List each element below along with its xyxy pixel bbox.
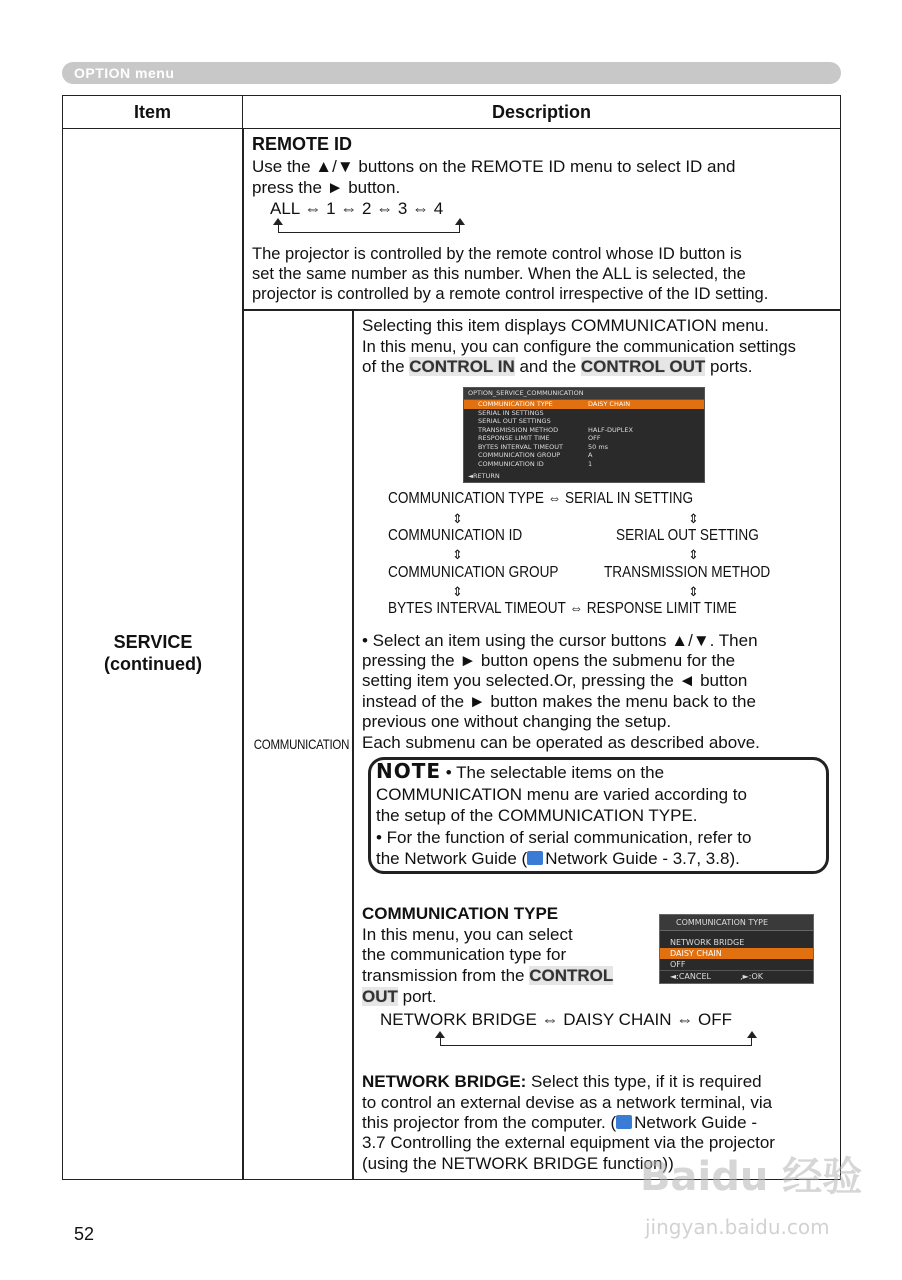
osd-row-value: DAISY CHAIN xyxy=(588,400,631,408)
diagram-row: BYTES INTERVAL TIMEOUT ⇔ RESPONSE LIMIT TIME xyxy=(388,600,737,617)
text: • The selectable items on the xyxy=(441,763,665,782)
osd-row-key: COMMUNICATION ID xyxy=(478,459,544,468)
updown-arrow-icon: ⇕ xyxy=(452,584,463,599)
osd-return: ◄RETURN xyxy=(468,472,500,480)
item-label-line2: (continued) xyxy=(104,654,202,674)
bridge-line: to control an external devise as a network terminal, via xyxy=(362,1093,773,1112)
osd-option-selected: DAISY CHAIN xyxy=(660,948,813,959)
comm-bullet: • Select an item using the cursor buttons ▲/▼. Then xyxy=(362,631,758,650)
bridge-line: (using the NETWORK BRIDGE function)) xyxy=(362,1154,674,1173)
updown-arrow-icon: ⇕ xyxy=(688,584,699,599)
divider xyxy=(243,309,840,311)
osd-row-value: OFF xyxy=(588,434,601,442)
note-line xyxy=(376,761,664,784)
comm-intro: Selecting this item displays COMMUNICATION menu. xyxy=(362,316,769,335)
item-label xyxy=(63,631,243,675)
remote-id-heading: REMOTE ID xyxy=(252,134,353,154)
osd-row xyxy=(464,434,704,443)
book-icon xyxy=(616,1115,632,1129)
text: Network Guide - xyxy=(634,1113,757,1132)
comm-type-line: the communication type for xyxy=(362,945,567,964)
text: Select this type, if it is required xyxy=(526,1072,762,1091)
text: ports. xyxy=(705,357,753,376)
arrow-up-icon xyxy=(435,1031,445,1038)
osd-cancel: ◄:CANCEL xyxy=(670,972,711,981)
osd-title: OPTION_SERVICE_COMMUNICATION xyxy=(464,388,704,400)
remote-id-cycle: ALL ⇔ 1 ⇔ 2 ⇔ 3 ⇔ 4 xyxy=(270,199,444,218)
osd-option: OFF xyxy=(670,960,686,969)
osd-row-key: BYTES INTERVAL TIMEOUT xyxy=(478,442,563,451)
comm-bullet: previous one without changing the setup. xyxy=(362,712,672,731)
arrow-up-icon xyxy=(747,1031,757,1038)
osd-row xyxy=(464,426,704,435)
text: transmission from the xyxy=(362,966,530,985)
updown-arrow-icon: ⇕ xyxy=(452,511,463,526)
sub-item-label: COMMUNICATION xyxy=(253,736,350,752)
osd-row-key: SERIAL IN SETTINGS xyxy=(478,408,544,417)
comm-type-line: In this menu, you can select xyxy=(362,925,573,944)
osd-row-key: COMMUNICATION TYPE xyxy=(478,400,553,408)
remote-id-desc: projector is controlled by a remote control irrespective of the ID setting. xyxy=(252,285,769,303)
diagram-row: COMMUNICATION GROUP xyxy=(388,564,559,581)
control-in-label: CONTROL IN xyxy=(409,357,515,376)
comm-bullet: instead of the ► button makes the menu back to the xyxy=(362,692,756,711)
comm-type-line xyxy=(362,987,437,1008)
osd-row-value: 50 ms xyxy=(588,442,609,451)
out-label: OUT xyxy=(362,987,398,1006)
watermark-url: jingyan.baidu.com xyxy=(645,1215,830,1239)
comm-bullet: pressing the ► button opens the submenu for the xyxy=(362,651,736,670)
diagram-row: COMMUNICATION ID xyxy=(388,527,523,544)
osd-row-value: A xyxy=(588,451,593,459)
osd-row xyxy=(464,451,704,460)
diagram-row: SERIAL OUT SETTING xyxy=(616,527,759,544)
note-line: • For the function of serial communication, refer to xyxy=(376,828,752,847)
osd-title: COMMUNICATION TYPE xyxy=(660,915,813,931)
remote-id-line: Use the ▲/▼ buttons on the REMOTE ID menu to select ID and xyxy=(252,157,736,176)
note-line: the setup of the COMMUNICATION TYPE. xyxy=(376,806,698,825)
osd-row-key: RESPONSE LIMIT TIME xyxy=(478,434,550,442)
text: this projector from the computer. ( xyxy=(362,1113,617,1132)
osd-row-value: 1 xyxy=(588,459,593,468)
table-header xyxy=(63,96,840,129)
comm-type-line xyxy=(362,966,613,987)
comm-intro xyxy=(362,357,753,378)
section-title-bar xyxy=(62,62,841,84)
cycle-return-arrow xyxy=(278,223,460,233)
text: of the xyxy=(362,357,410,376)
comm-type-heading: COMMUNICATION TYPE xyxy=(362,904,559,923)
osd-row-key: COMMUNICATION GROUP xyxy=(478,451,561,459)
text: and the xyxy=(514,357,581,376)
diagram-row: TRANSMISSION METHOD xyxy=(604,564,771,581)
updown-arrow-icon: ⇕ xyxy=(452,547,463,562)
divider xyxy=(352,310,354,1179)
page-number: 52 xyxy=(74,1224,95,1244)
osd-row-value: HALF-DUPLEX xyxy=(588,425,633,434)
osd-rows xyxy=(464,400,704,468)
remote-id-desc: set the same number as this number. When the ALL is selected, the xyxy=(252,265,746,283)
osd-row xyxy=(464,417,704,426)
osd-row xyxy=(464,460,704,469)
remote-id-desc: The projector is controlled by the remote control whose ID button is xyxy=(252,245,742,263)
comm-bullet: Each submenu can be operated as described above. xyxy=(362,733,760,752)
note-line xyxy=(376,849,740,870)
osd-row xyxy=(464,443,704,452)
watermark: Baidu 经验 xyxy=(640,1154,863,1200)
updown-arrow-icon: ⇕ xyxy=(688,511,699,526)
osd-communication-type xyxy=(659,914,814,984)
control-out-label: CONTROL OUT xyxy=(580,357,706,376)
book-icon xyxy=(527,851,543,865)
column-header-description: Description xyxy=(491,102,592,122)
remote-id-line: press the ► button. xyxy=(252,178,401,197)
note-title: NOTE xyxy=(376,759,442,783)
bridge-line xyxy=(362,1072,762,1093)
comm-type-cycle: NETWORK BRIDGE ⇔ DAISY CHAIN ⇔ OFF xyxy=(380,1010,732,1029)
control-label: CONTROL xyxy=(529,966,614,985)
osd-row xyxy=(464,409,704,418)
diagram-row: COMMUNICATION TYPE ⇔ SERIAL IN SETTING xyxy=(388,490,694,507)
column-header-item: Item xyxy=(63,96,243,129)
osd-ok: ,►:OK xyxy=(740,972,763,981)
osd-row-key: TRANSMISSION METHOD xyxy=(478,425,559,434)
comm-bullet: setting item you selected.Or, pressing the ◄ button xyxy=(362,671,748,690)
bridge-heading: NETWORK BRIDGE: xyxy=(362,1072,527,1091)
osd-row-key: SERIAL OUT SETTINGS xyxy=(478,417,551,425)
comm-intro: In this menu, you can configure the communication settings xyxy=(362,338,796,356)
osd-option: NETWORK BRIDGE xyxy=(670,938,745,947)
bridge-line xyxy=(362,1113,757,1134)
arrow-up-icon xyxy=(273,218,283,225)
arrow-up-icon xyxy=(455,218,465,225)
osd-row xyxy=(464,400,704,409)
section-title: OPTION menu xyxy=(74,65,175,81)
note-line: COMMUNICATION menu are varied according to xyxy=(376,785,747,804)
updown-arrow-icon: ⇕ xyxy=(688,547,699,562)
text: port. xyxy=(397,987,437,1006)
osd-communication-menu xyxy=(463,387,705,483)
text: the Network Guide ( xyxy=(376,849,528,868)
text: Network Guide - 3.7, 3.8). xyxy=(545,849,740,868)
cycle-return-arrow xyxy=(440,1036,752,1046)
osd-footer xyxy=(660,970,813,982)
bridge-line: 3.7 Controlling the external equipment via the projector xyxy=(362,1133,775,1152)
item-label-line1: SERVICE xyxy=(113,632,193,652)
